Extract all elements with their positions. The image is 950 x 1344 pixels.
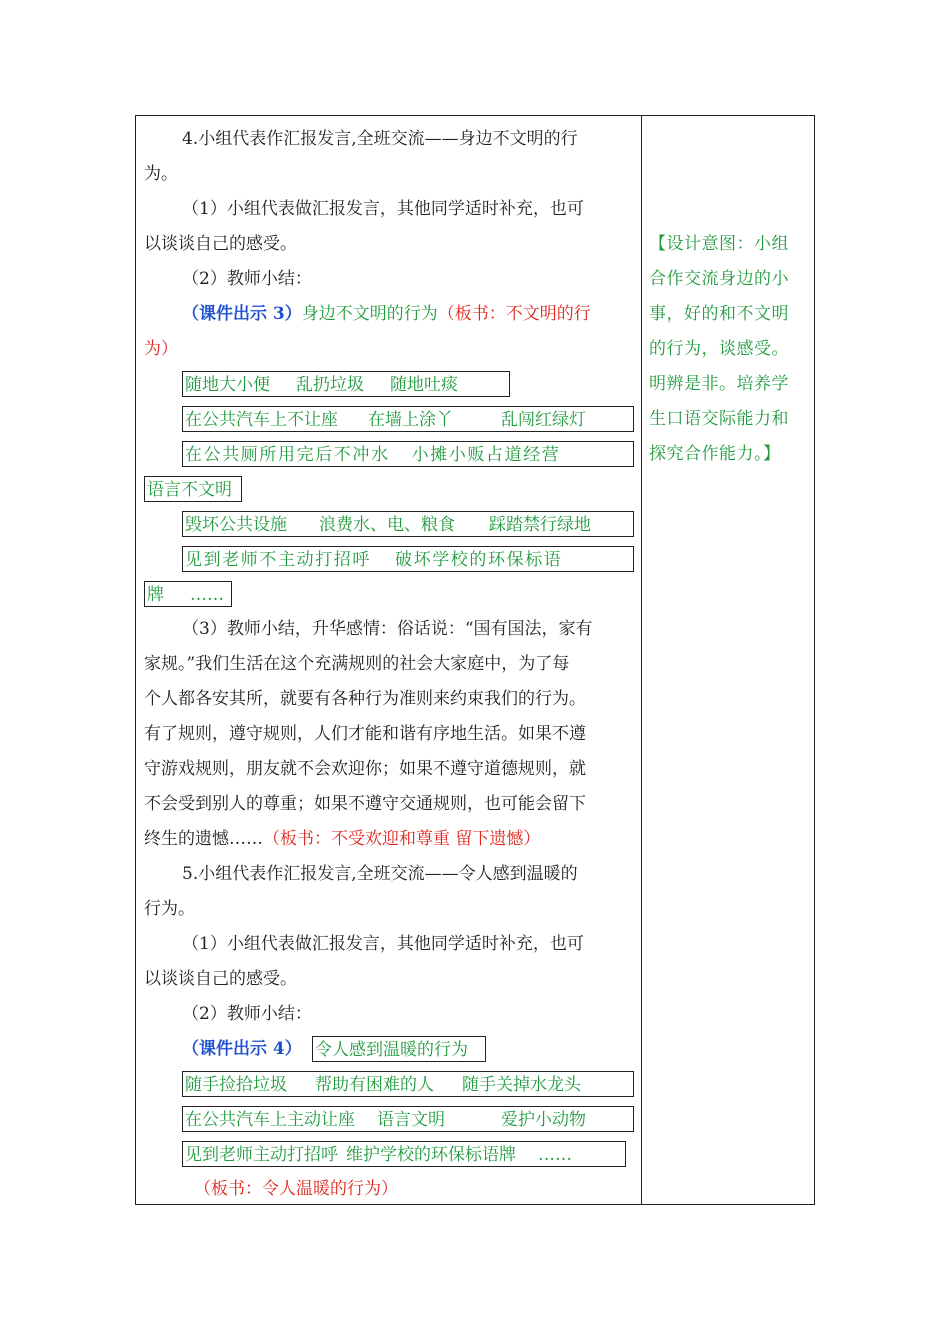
courseware-text: 身边不文明的行为 <box>301 304 438 324</box>
section4-step3-line: 家规。”我们生活在这个充满规则的社会大家庭中，为了每 <box>144 654 570 674</box>
lesson-table <box>135 115 815 1205</box>
behavior-item: 在墙上涂丫 <box>368 410 453 430</box>
section4-title: 4.小组代表作汇报发言,全班交流——身边不文明的行 <box>182 129 578 149</box>
behavior-item: 语言不文明 <box>147 480 232 500</box>
behavior-item: 在公共厕所用完后不冲水 <box>185 445 390 465</box>
behavior-item: 随地大小便 <box>185 375 270 395</box>
behavior-item: 随手关掉水龙头 <box>462 1075 581 1095</box>
board-note: （板书：令人温暖的行为） <box>194 1179 398 1199</box>
behavior-item: 维护学校的环保标语牌 <box>346 1145 516 1165</box>
behavior-item: 牌 <box>147 585 164 605</box>
section4-step3-last <box>144 822 540 857</box>
section5-courseware-line <box>182 1032 302 1067</box>
section4-title-cont: 为。 <box>144 164 178 184</box>
behavior-item: 小摊小贩占道经营 <box>411 445 561 465</box>
behavior-box <box>182 546 634 572</box>
design-intent <box>649 227 809 472</box>
ellipsis: …… <box>190 585 224 605</box>
behavior-item: 爱护小动物 <box>501 1110 586 1130</box>
behavior-box <box>182 511 634 537</box>
behavior-box <box>182 1141 626 1167</box>
design-intent-line: 的行为，谈感受。 <box>649 339 789 359</box>
courseware-label: （课件出示 3） <box>182 304 302 324</box>
behavior-item: 见到老师主动打招呼 <box>185 1145 338 1165</box>
courseware-text: 令人感到温暖的行为 <box>315 1040 468 1060</box>
courseware-label: （课件出示 4） <box>182 1039 302 1059</box>
design-intent-line: 【设计意图：小组 <box>649 234 789 254</box>
design-intent-line: 生口语交际能力和 <box>649 409 789 429</box>
board-note: （板书：不受欢迎和尊重 留下遗憾） <box>263 829 541 849</box>
behavior-item: 浪费水、电、粮食 <box>319 515 455 535</box>
section4-step1-cont: 以谈谈自己的感受。 <box>144 234 297 254</box>
behavior-box <box>182 406 634 432</box>
behavior-item: 乱闯红绿灯 <box>501 410 586 430</box>
behavior-item: 随地吐痰 <box>390 375 458 395</box>
section5-step2: （2）教师小结： <box>182 1004 312 1024</box>
section5-title: 5.小组代表作汇报发言,全班交流——令人感到温暖的 <box>182 864 578 884</box>
section4-courseware-line <box>182 297 591 332</box>
section4-step3-line: 不会受到别人的尊重；如果不遵守交通规则，也可能会留下 <box>144 794 586 814</box>
design-intent-line: 明辨是非。培养学 <box>649 374 789 394</box>
board-note: （板书：不文明的行 <box>437 304 591 324</box>
behavior-box <box>182 371 510 397</box>
behavior-item: 在公共汽车上主动让座 <box>185 1110 355 1130</box>
section4-step3-line: 个人都各安其所，就要有各种行为准则来约束我们的行为。 <box>144 689 586 709</box>
behavior-box <box>182 1071 634 1097</box>
section4-step3: （3）教师小结，升华感情：俗话说：“国有国法，家有 <box>182 619 593 639</box>
behavior-box <box>182 1106 634 1132</box>
behavior-box <box>144 581 232 607</box>
behavior-item: 语言文明 <box>377 1110 445 1130</box>
behavior-item: 随手捡拾垃圾 <box>185 1075 287 1095</box>
section4-step1: （1）小组代表做汇报发言，其他同学适时补充，也可 <box>182 199 584 219</box>
section4-step2: （2）教师小结： <box>182 269 312 289</box>
section4-step3-line: 有了规则，遵守规则，人们才能和谐有序地生活。如果不遵 <box>144 724 586 744</box>
behavior-box <box>144 476 242 502</box>
behavior-item: 帮助有困难的人 <box>315 1075 434 1095</box>
ellipsis: …… <box>538 1145 572 1165</box>
behavior-item: 在公共汽车上不让座 <box>185 410 338 430</box>
behavior-item: 乱扔垃圾 <box>296 375 364 395</box>
design-intent-line: 探究合作能力。】 <box>649 444 781 464</box>
behavior-item: 踩踏禁行绿地 <box>489 515 591 535</box>
section4-step3-line: 守游戏规则，朋友就不会欢迎你；如果不遵守道德规则，就 <box>144 759 586 779</box>
behavior-item: 见到老师不主动打招呼 <box>185 550 371 570</box>
section5-title-cont: 行为。 <box>144 899 195 919</box>
behavior-box <box>182 441 634 467</box>
section5-step1: （1）小组代表做汇报发言，其他同学适时补充，也可 <box>182 934 584 954</box>
column-divider <box>641 116 642 1204</box>
behavior-item: 破坏学校的环保标语 <box>395 550 563 570</box>
board-note-cont: 为） <box>144 339 178 359</box>
courseware-box <box>312 1036 486 1062</box>
design-intent-line: 合作交流身边的小 <box>649 269 789 289</box>
section5-step1-cont: 以谈谈自己的感受。 <box>144 969 297 989</box>
behavior-item: 毁坏公共设施 <box>185 515 287 535</box>
step3-ending: 终生的遗憾…… <box>144 829 263 849</box>
design-intent-line: 事，好的和不文明 <box>649 304 789 324</box>
